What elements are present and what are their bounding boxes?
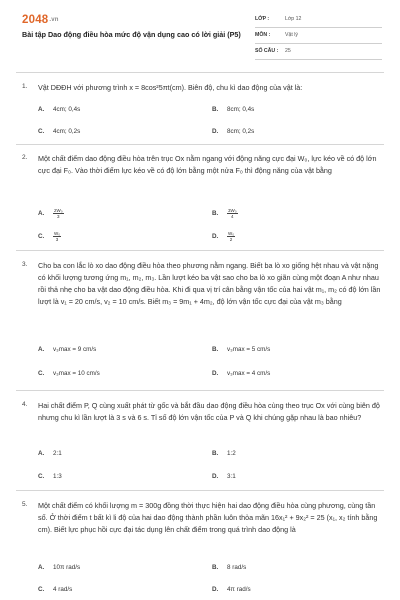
option-c[interactable] <box>38 231 61 242</box>
option-d[interactable] <box>212 370 270 377</box>
option-b[interactable] <box>212 208 238 219</box>
option-letter: A. <box>38 564 45 571</box>
fraction-denominator: 3 <box>57 214 60 219</box>
question-text: Hai chất điểm P, Q cùng xuất phát từ gốc và bắt đầu dao động điều hòa cùng theo trục Ox với cùng biên độ nhưng chu kì lần lượt là 3 s và 6 s. Tỉ số độ lớn vận tốc của P và Q khi chúng gặp nhau là bao nhiêu? <box>38 401 380 422</box>
option-a[interactable] <box>38 346 96 353</box>
option-c[interactable] <box>38 473 62 480</box>
option-text: v₃max = 4 cm/s <box>227 370 271 377</box>
option-b[interactable] <box>212 346 270 353</box>
option-letter: B. <box>212 210 219 218</box>
option-text: v₃max = 9 cm/s <box>53 346 97 353</box>
divider <box>16 390 384 391</box>
question-text: Cho ba con lắc lò xo dao động điều hòa theo phương nằm ngang. Biết ba lò xo giống hệt nhau và vật nặng có khối lượng tương ứng m₁, m₂, m₃. Lần lượt kéo ba vật sao cho ba lò xo giãn cùng một đoạn A như nhau rồi thả nhẹ cho ba vật dao động điều hòa. Khi đi qua vị trí cân bằng vận tốc của hai vật m₁, m₂ có độ lớn lần lượt là v₁ = 20 cm/s, v₂ = 10 cm/s. Biết m₃ = 9m₁ + 4m₂, độ lớn vận tốc cực đại của vật m₃ bằng <box>38 261 381 306</box>
option-letter: C. <box>38 586 45 593</box>
option-text: v₃max = 10 cm/s <box>53 370 100 377</box>
question-text: Một chất điểm dao động điều hòa trên trục Ox nằm ngang với động năng cực đại W₀, lực kéo về có độ lớn cực đại F₀. Vào thời điểm lực kéo về có độ lớn bằng một nửa F₀ thì động năng của vật bằng <box>38 154 377 175</box>
option-a[interactable] <box>38 564 80 571</box>
question-text: Một chất điểm có khối lượng m = 300g đồng thời thực hiện hai dao động điều hòa cùng phương, cùng tần số. Ở thời điểm t bất kì li độ của hai dao động thành phần luôn thỏa mãn 16x₁² + 9x₂² = 25 (x₁, x₂ tính bằng cm). Biết lực phục hồi cực đại tác dụng lên chất điểm trong quá trình dao động là <box>38 501 378 534</box>
option-text: 8cm; 0,2s <box>227 128 255 135</box>
option-text: 8 rad/s <box>227 564 247 571</box>
meta-key: SỐ CÂU : <box>255 48 279 54</box>
option-c[interactable] <box>38 128 80 135</box>
page-header <box>0 0 400 62</box>
fraction <box>53 231 61 242</box>
option-text: 2:1 <box>53 450 62 457</box>
meta-key: MÔN : <box>255 32 271 38</box>
option-letter: D. <box>212 473 219 480</box>
option-text: 4cm; 0,2s <box>53 128 81 135</box>
option-letter: C. <box>38 233 45 241</box>
option-b[interactable] <box>212 450 236 457</box>
option-letter: C. <box>38 370 45 377</box>
document-title: Bài tập Dao động điều hòa mức độ vận dụng cao có lời giải (P5) <box>22 30 241 39</box>
option-letter: B. <box>212 106 219 113</box>
divider <box>16 250 384 251</box>
option-letter: A. <box>38 106 45 113</box>
fraction-denominator: 3 <box>55 237 59 242</box>
option-a[interactable] <box>38 106 80 113</box>
divider <box>16 144 384 145</box>
option-letter: A. <box>38 210 45 218</box>
option-text: 1:3 <box>53 473 62 480</box>
divider <box>16 72 384 73</box>
meta-key: LỚP : <box>255 16 270 22</box>
option-d[interactable] <box>212 586 251 593</box>
option-b[interactable] <box>212 106 254 113</box>
option-text: 4 rad/s <box>53 586 73 593</box>
question-text: Vật DĐĐH với phương trình x = 8cos²5πt(cm). Biên độ, chu kì dao động của vật là: <box>38 83 303 92</box>
option-letter: D. <box>212 128 219 135</box>
question-number: 2. <box>22 154 28 161</box>
question-number: 1. <box>22 83 28 90</box>
meta-row-subject <box>255 28 382 44</box>
option-text: 4cm; 0,4s <box>53 106 81 113</box>
option-d[interactable] <box>212 231 235 242</box>
logo-brand: 2048 <box>22 14 49 26</box>
option-letter: B. <box>212 450 219 457</box>
option-letter: C. <box>38 128 45 135</box>
option-letter: B. <box>212 564 219 571</box>
fraction-numerator: W₀ <box>228 231 235 236</box>
option-text: 10π rad/s <box>53 564 81 571</box>
option-text: 4π rad/s <box>227 586 251 593</box>
logo-suffix: .vn <box>49 16 59 23</box>
option-text: 8cm; 0,4s <box>227 106 255 113</box>
option-c[interactable] <box>38 586 72 593</box>
option-text: 1:2 <box>227 450 236 457</box>
option-letter: D. <box>212 233 219 241</box>
option-letter: A. <box>38 346 45 353</box>
option-letter: D. <box>212 586 219 593</box>
meta-value: Vật lý <box>285 32 298 38</box>
option-c[interactable] <box>38 370 100 377</box>
fraction-numerator: 3W₀ <box>228 208 237 213</box>
fraction <box>227 231 235 242</box>
question-number: 4. <box>22 401 28 408</box>
fraction <box>227 208 238 219</box>
option-letter: C. <box>38 473 45 480</box>
option-text: v₃max = 5 cm/s <box>227 346 271 353</box>
option-a[interactable] <box>38 208 64 219</box>
divider <box>16 490 384 491</box>
fraction-numerator: W₀ <box>54 231 61 236</box>
option-letter: B. <box>212 346 219 353</box>
question-number: 5. <box>22 501 28 508</box>
site-logo[interactable] <box>22 14 59 26</box>
option-text: 3:1 <box>227 473 236 480</box>
fraction <box>53 208 64 219</box>
document-meta <box>255 12 382 60</box>
meta-row-grade <box>255 12 382 28</box>
fraction-denominator: 4 <box>231 214 234 219</box>
option-d[interactable] <box>212 128 254 135</box>
question-number: 3. <box>22 261 28 268</box>
option-d[interactable] <box>212 473 236 480</box>
option-letter: D. <box>212 370 219 377</box>
fraction-denominator: 2 <box>229 237 233 242</box>
meta-value: 25 <box>285 48 291 54</box>
option-letter: A. <box>38 450 45 457</box>
meta-row-count <box>255 44 382 60</box>
option-b[interactable] <box>212 564 246 571</box>
option-a[interactable] <box>38 450 62 457</box>
fraction-numerator: 2W₀ <box>54 208 63 213</box>
meta-value: Lớp 12 <box>285 16 302 22</box>
